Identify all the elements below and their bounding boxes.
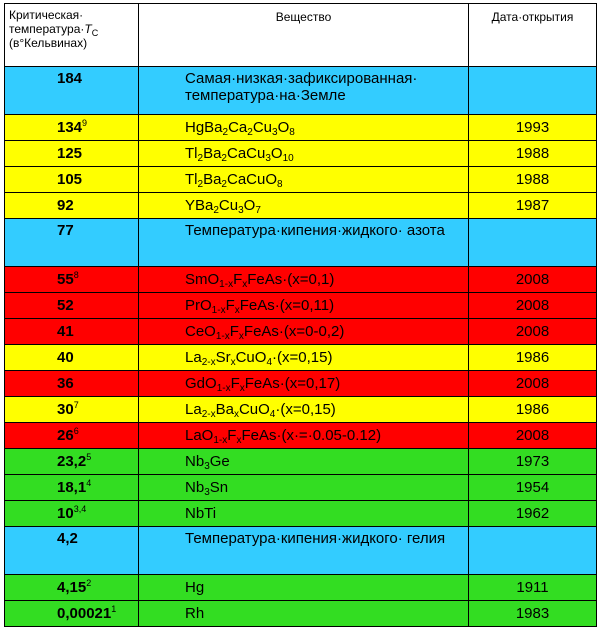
- substance-cell: [139, 475, 469, 501]
- table-row: [5, 475, 597, 501]
- table-row: [5, 397, 597, 423]
- critical-temperature-cell: [5, 345, 139, 371]
- formula-part: Tl: [185, 145, 198, 162]
- critical-temperature-cell: [5, 167, 139, 193]
- formula-part: Sr: [215, 349, 231, 366]
- formula-part: FeAs·(x=0,17): [244, 375, 341, 392]
- substance-cell: [139, 67, 469, 115]
- formula-part: Ba: [203, 145, 222, 162]
- formula-part: HgBa: [185, 119, 223, 136]
- critical-temperature-cell: [5, 475, 139, 501]
- formula-subscript: x: [230, 357, 236, 368]
- discovery-date-cell: 1987: [469, 193, 597, 219]
- temperature-value: 23,2: [57, 453, 87, 470]
- critical-temperature-cell: [5, 575, 139, 601]
- formula-subscript: 1-x: [219, 279, 234, 290]
- discovery-date-cell: 1986: [469, 345, 597, 371]
- formula-part: SmO: [185, 271, 220, 288]
- formula-part: YBa: [185, 197, 214, 214]
- critical-temperature-cell: [5, 193, 139, 219]
- temperature-value: 4,2: [57, 530, 78, 547]
- formula-part: O: [243, 197, 256, 214]
- critical-temperature-cell: [5, 319, 139, 345]
- reference-superscript: 1: [111, 604, 117, 614]
- formula-part: Ge: [209, 453, 230, 470]
- temperature-value: 41: [57, 323, 74, 340]
- critical-temperature-cell: [5, 219, 139, 267]
- formula-part: Tl: [185, 171, 198, 188]
- temperature-value: 18,1: [57, 479, 87, 496]
- formula-subscript: 1-x: [211, 305, 226, 316]
- substance-cell: [139, 319, 469, 345]
- substance-cell: [139, 371, 469, 397]
- substance-cell: [139, 141, 469, 167]
- discovery-date-cell: 1988: [469, 167, 597, 193]
- substance-cell: [139, 397, 469, 423]
- substance-cell: [139, 575, 469, 601]
- formula-part: PrO: [185, 297, 212, 314]
- formula-part: Ba: [215, 401, 234, 418]
- formula-subscript: x: [239, 383, 245, 394]
- critical-temperature-cell: [5, 601, 139, 627]
- temperature-value: 0,00021: [57, 605, 112, 622]
- formula-part: CeO: [185, 323, 216, 340]
- header-discovery-date: Дата·открытия: [469, 4, 597, 67]
- formula-part: NbTi: [185, 505, 217, 522]
- temperature-value: 77: [57, 222, 74, 239]
- formula-part: F: [230, 375, 240, 392]
- temperature-value: 125: [57, 145, 83, 162]
- reference-superscript: 4: [86, 478, 92, 488]
- table-row: [5, 371, 597, 397]
- header-t-subscript: C: [91, 28, 99, 38]
- temperature-value: 55: [57, 271, 74, 288]
- header-line-2: температура·: [9, 22, 85, 36]
- temperature-value: 26: [57, 427, 74, 444]
- formula-subscript: 2: [222, 127, 229, 138]
- reference-superscript: 2: [86, 578, 92, 588]
- formula-part: CuO: [235, 349, 267, 366]
- formula-subscript: x: [242, 279, 248, 290]
- formula-subscript: 10: [282, 153, 294, 164]
- temperature-value: 10: [57, 505, 74, 522]
- formula-subscript: x: [236, 435, 242, 446]
- critical-temperature-cell: [5, 115, 139, 141]
- table-row: [5, 167, 597, 193]
- formula-part: ·(x=0,15): [275, 401, 336, 418]
- header-line-3: (в°Кельвинах): [9, 36, 88, 50]
- discovery-date-cell: 1988: [469, 141, 597, 167]
- formula-part: FeAs·(x=0,1): [247, 271, 335, 288]
- discovery-date-cell: 1983: [469, 601, 597, 627]
- formula-part: Nb: [185, 453, 205, 470]
- formula-subscript: 8: [289, 127, 295, 138]
- substance-cell: [139, 219, 469, 267]
- formula-part: La: [185, 401, 202, 418]
- substance-cell: [139, 115, 469, 141]
- formula-part: Hg: [185, 579, 205, 596]
- substance-cell: [139, 293, 469, 319]
- formula-subscript: 2: [197, 153, 204, 164]
- substance-cell: [139, 449, 469, 475]
- formula-part: CuO: [238, 401, 270, 418]
- table-row: [5, 67, 597, 115]
- formula-subscript: 8: [277, 179, 283, 190]
- formula-subscript: 4: [266, 357, 272, 368]
- temperature-value: 30: [57, 401, 74, 418]
- formula-subscript: 2: [247, 127, 253, 138]
- table-row: [5, 601, 597, 627]
- temperature-value: 40: [57, 349, 74, 366]
- discovery-date-cell: 1993: [469, 115, 597, 141]
- critical-temperature-cell: [5, 141, 139, 167]
- formula-subscript: 2: [221, 179, 227, 190]
- discovery-date-cell: 1973: [469, 449, 597, 475]
- discovery-date-cell: [469, 67, 597, 115]
- formula-part: Cu: [218, 197, 239, 214]
- formula-part: Самая·низкая·зафиксированная· температура·на·Земле: [185, 70, 418, 104]
- formula-part: Cu: [252, 119, 273, 136]
- critical-temperature-cell: [5, 397, 139, 423]
- discovery-date-cell: 2008: [469, 371, 597, 397]
- header-critical-temperature: [5, 4, 139, 67]
- table-row: [5, 267, 597, 293]
- formula-part: F: [229, 323, 239, 340]
- formula-subscript: 7: [255, 205, 261, 216]
- formula-part: Rh: [185, 605, 205, 622]
- substance-cell: [139, 167, 469, 193]
- substance-cell: [139, 267, 469, 293]
- critical-temperature-cell: [5, 423, 139, 449]
- discovery-date-cell: 2008: [469, 267, 597, 293]
- discovery-date-cell: 1962: [469, 501, 597, 527]
- substance-cell: [139, 345, 469, 371]
- table-row: [5, 575, 597, 601]
- substance-cell: [139, 527, 469, 575]
- temperature-value: 52: [57, 297, 74, 314]
- formula-subscript: 2-x: [201, 409, 216, 420]
- header-t-symbol: T: [84, 22, 92, 36]
- formula-part: FeAs·(x=0-0,2): [243, 323, 345, 340]
- formula-part: F: [227, 427, 237, 444]
- reference-superscript: 7: [73, 400, 79, 410]
- temperature-value: 92: [57, 197, 74, 214]
- formula-subscript: x: [233, 409, 239, 420]
- discovery-date-cell: [469, 527, 597, 575]
- critical-temperature-cell: [5, 527, 139, 575]
- formula-subscript: 3: [238, 205, 244, 216]
- formula-subscript: 4: [269, 409, 276, 420]
- formula-part: F: [225, 297, 235, 314]
- critical-temperature-cell: [5, 501, 139, 527]
- discovery-date-cell: [469, 219, 597, 267]
- temperature-value: 184: [57, 70, 83, 87]
- table-row: [5, 293, 597, 319]
- table-row: [5, 449, 597, 475]
- formula-subscript: 2: [197, 179, 204, 190]
- formula-subscript: 3: [272, 127, 278, 138]
- substance-cell: [139, 601, 469, 627]
- superconductor-table: [4, 3, 597, 627]
- temperature-value: 105: [57, 171, 83, 188]
- formula-part: Температура·кипения·жидкого· гелия: [185, 530, 446, 547]
- formula-part: Ba: [203, 171, 222, 188]
- reference-superscript: 6: [73, 426, 79, 436]
- table-row: [5, 527, 597, 575]
- table-row: [5, 319, 597, 345]
- header-row: [5, 4, 597, 67]
- formula-part: O: [270, 145, 283, 162]
- formula-part: Nb: [185, 479, 205, 496]
- formula-part: ·(x=0,15): [272, 349, 333, 366]
- reference-superscript: 5: [86, 452, 92, 462]
- header-line-1: Критическая·: [9, 8, 84, 22]
- formula-part: Температура·кипения·жидкого· азота: [185, 222, 445, 239]
- table-row: [5, 115, 597, 141]
- discovery-date-cell: 1911: [469, 575, 597, 601]
- table-row: [5, 423, 597, 449]
- formula-subscript: 1-x: [216, 383, 231, 394]
- formula-part: Sn: [209, 479, 229, 496]
- header-substance: Вещество: [139, 4, 469, 67]
- discovery-date-cell: 2008: [469, 319, 597, 345]
- formula-subscript: x: [234, 305, 240, 316]
- formula-part: CaCu: [226, 145, 266, 162]
- temperature-value: 134: [57, 119, 83, 136]
- formula-part: La: [185, 349, 202, 366]
- formula-part: LaO: [185, 427, 214, 444]
- discovery-date-cell: 1986: [469, 397, 597, 423]
- formula-subscript: 1-x: [213, 435, 228, 446]
- formula-part: GdO: [185, 375, 217, 392]
- discovery-date-cell: 2008: [469, 423, 597, 449]
- formula-subscript: x: [238, 331, 244, 342]
- reference-superscript: 9: [82, 118, 88, 128]
- critical-temperature-cell: [5, 67, 139, 115]
- table-row: [5, 141, 597, 167]
- reference-superscript: 3,4: [73, 504, 87, 514]
- critical-temperature-cell: [5, 449, 139, 475]
- temperature-value: 36: [57, 375, 74, 392]
- critical-temperature-cell: [5, 371, 139, 397]
- discovery-date-cell: 1954: [469, 475, 597, 501]
- formula-subscript: 2: [221, 153, 227, 164]
- substance-cell: [139, 423, 469, 449]
- table-row: [5, 219, 597, 267]
- formula-subscript: 3: [204, 461, 210, 472]
- discovery-date-cell: 2008: [469, 293, 597, 319]
- table-row: [5, 501, 597, 527]
- formula-subscript: 1-x: [215, 331, 230, 342]
- formula-part: Ca: [228, 119, 248, 136]
- substance-cell: [139, 501, 469, 527]
- critical-temperature-cell: [5, 267, 139, 293]
- substance-cell: [139, 193, 469, 219]
- reference-superscript: 8: [73, 270, 79, 280]
- table-row: [5, 193, 597, 219]
- table-row: [5, 345, 597, 371]
- temperature-value: 4,15: [57, 579, 87, 596]
- critical-temperature-cell: [5, 293, 139, 319]
- formula-subscript: 3: [265, 153, 271, 164]
- formula-part: FeAs·(x=0,11): [239, 297, 335, 314]
- formula-part: F: [233, 271, 243, 288]
- formula-part: CaCuO: [226, 171, 278, 188]
- formula-subscript: 2: [213, 205, 219, 216]
- formula-part: FeAs·(x·=·0.05-0.12): [241, 427, 382, 444]
- formula-part: O: [277, 119, 290, 136]
- formula-subscript: 3: [204, 487, 210, 498]
- formula-subscript: 2-x: [201, 357, 216, 368]
